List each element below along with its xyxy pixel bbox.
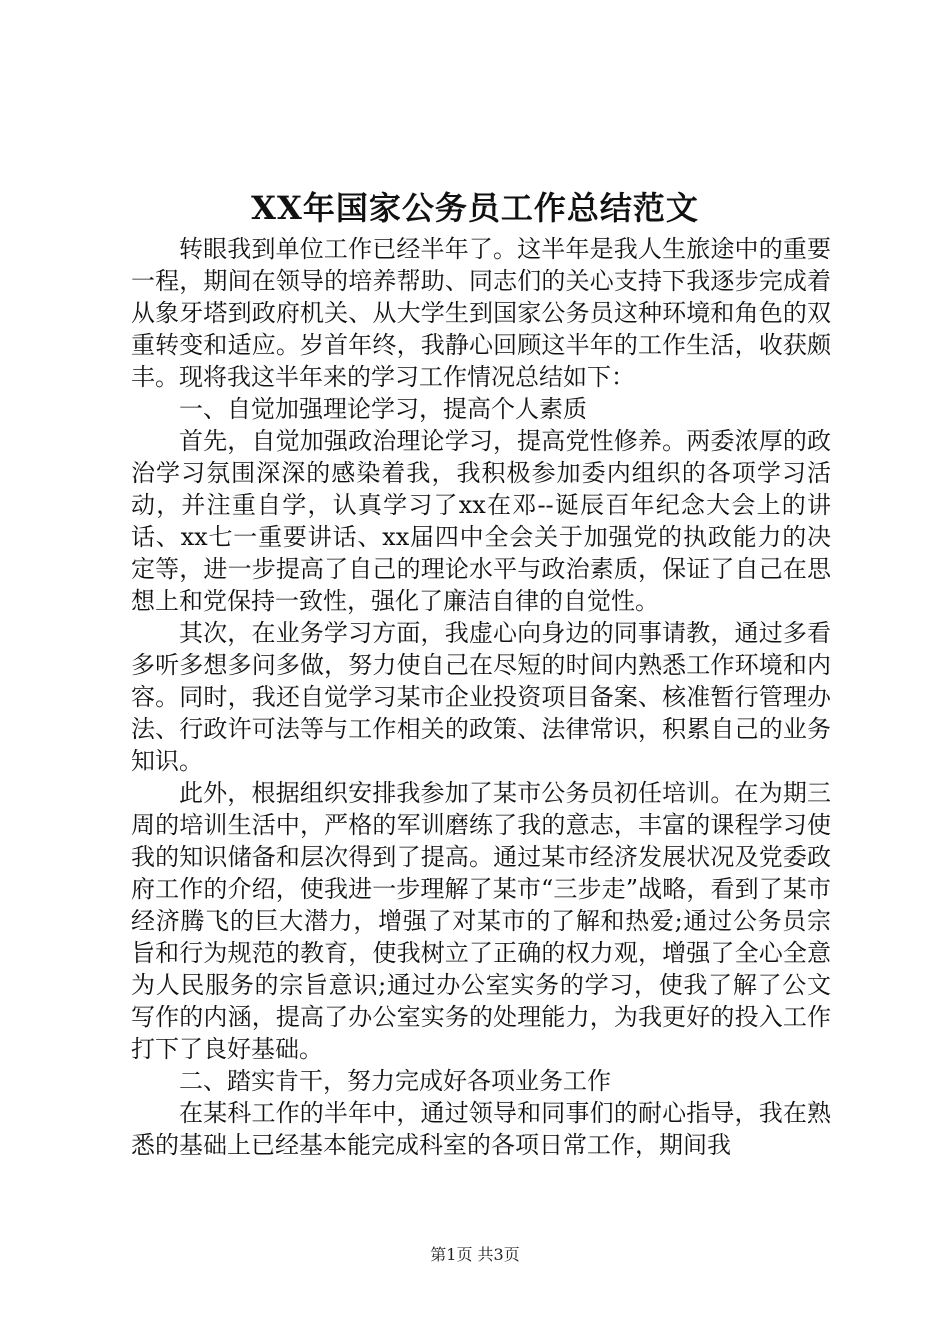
paragraph-business-study: 其次，在业务学习方面，我虚心向身边的同事请教，通过多看多听多想多问多做，努力使自己在尽短的时间内熟悉工作环境和内容。同时，我还自觉学习某市企业投资项目备案、核准暂行管理办法、行政许可法等与工作相关的政策、法律常识，积累自己的业务知识。 — [131, 619, 831, 775]
paragraph-intro: 转眼我到单位工作已经半年了。这半年是我人生旅途中的重要一程，期间在领导的培养帮助、同志们的关心支持下我逐步完成着从象牙塔到政府机关、从大学生到国家公务员这种环境和角色的双重转变和适应。岁首年终，我静心回顾这半年的工作生活，收获颇丰。现将我这半年来的学习工作情况总结如下： — [131, 235, 831, 391]
paragraph-training: 此外，根据组织安排我参加了某市公务员初任培训。在为期三周的培训生活中，严格的军训磨练了我的意志，丰富的课程学习使我的知识储备和层次得到了提高。通过某市经济发展状况及党委政府工作的介绍，使我进一步理解了某市“三步走”战略，看到了某市经济腾飞的巨大潜力，增强了对某市的了解和热爱;通过公务员宗旨和行为规范的教育，使我树立了正确的权力观，增强了全心全意为人民服务的宗旨意识;通过办公室实务的学习，使我了解了公文写作的内涵，提高了办公室实务的处理能力，为我更好的投入工作打下了良好基础。 — [131, 779, 831, 1063]
document-body — [131, 233, 831, 1161]
document-title: XX年国家公务员工作总结范文 — [251, 189, 699, 227]
page-footer: 第1页 共3页 — [430, 1245, 520, 1264]
paragraph-political-study: 首先，自觉加强政治理论学习，提高党性修养。两委浓厚的政治学习氛围深深的感染着我，我积极参加委内组织的各项学习活动，并注重自学，认真学习了xx在邓--诞辰百年纪念大会上的讲话、xx七一重要讲话、xx届四中全会关于加强党的执政能力的决定等，进一步提高了自己的理论水平与政治素质，保证了自己在思想上和党保持一致性，强化了廉洁自律的自觉性。 — [131, 427, 831, 615]
paragraph-work: 在某科工作的半年中，通过领导和同事们的耐心指导，我在熟悉的基础上已经基本能完成科室的各项日常工作，期间我 — [131, 1099, 831, 1159]
section-heading-1: 一、自觉加强理论学习，提高个人素质 — [179, 395, 587, 423]
section-heading-2: 二、踏实肯干，努力完成好各项业务工作 — [179, 1067, 611, 1095]
